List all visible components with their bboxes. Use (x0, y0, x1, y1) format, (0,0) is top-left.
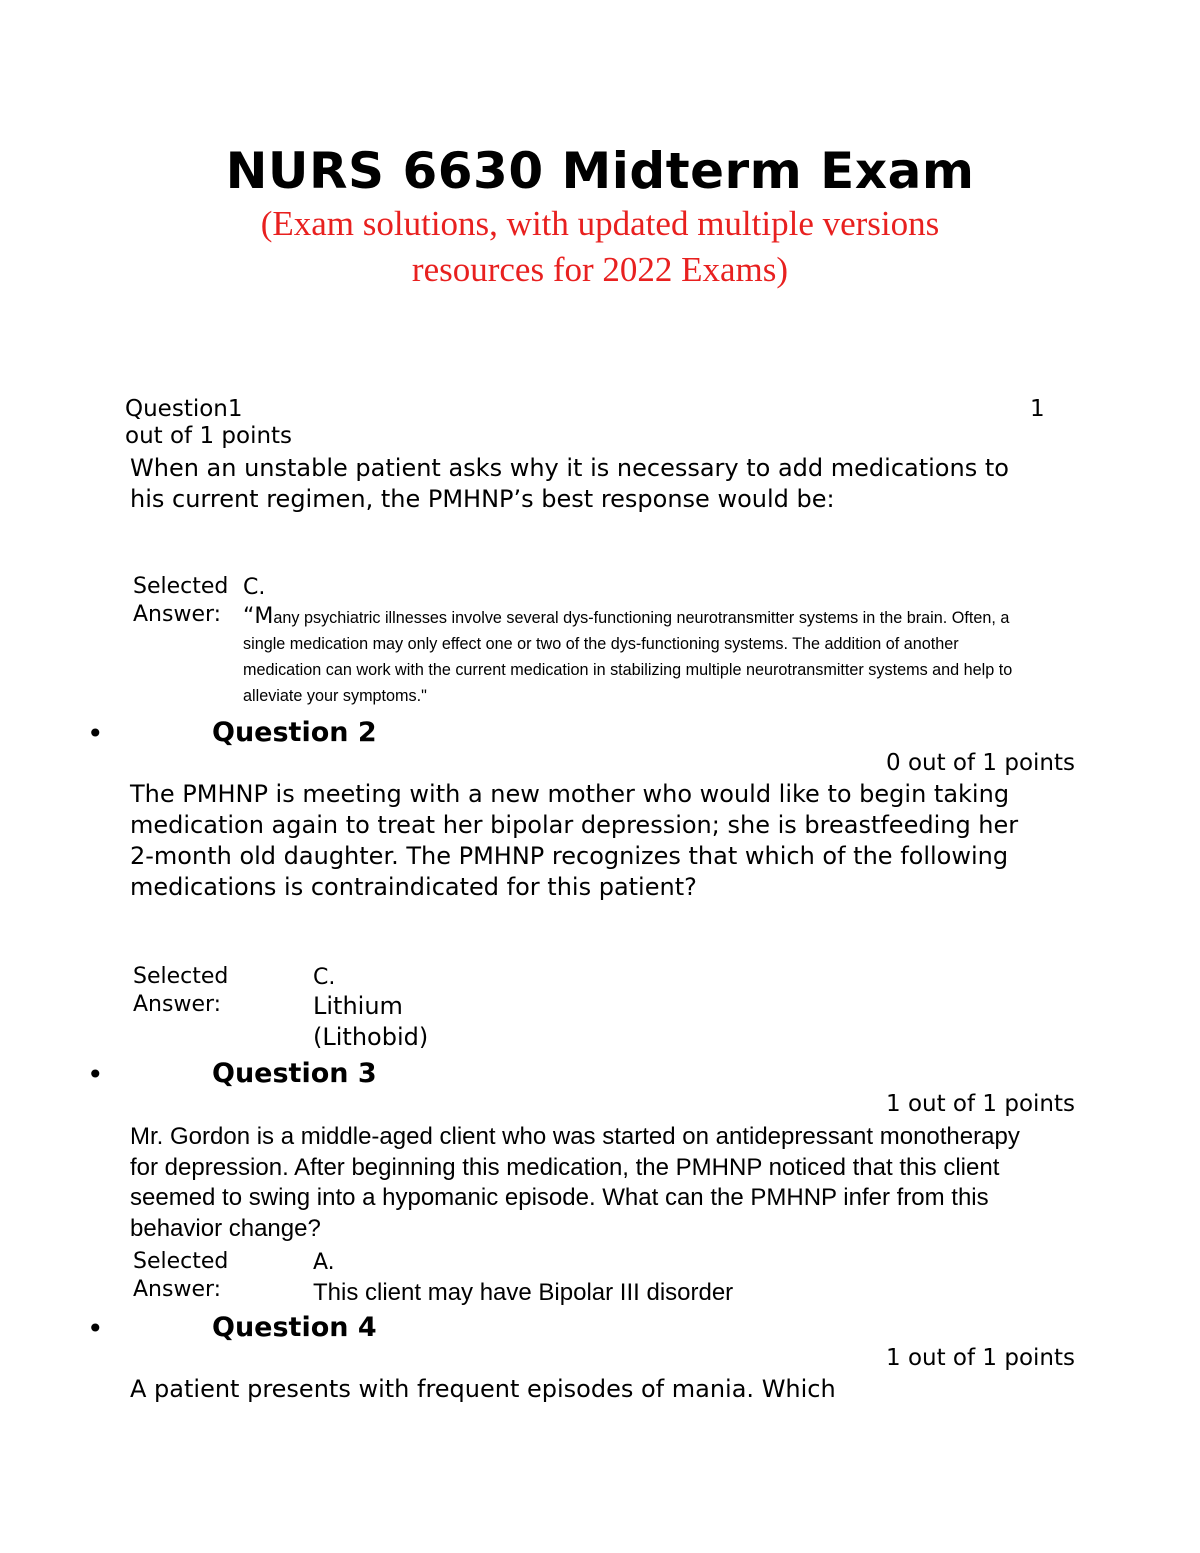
document-title: NURS 6630 Midterm Exam (225, 142, 975, 200)
document-subtitle-line-1: (Exam solutions, with updated multiple versions (260, 204, 940, 243)
question-3-stem: Mr. Gordon is a middle-aged client who was started on antidepressant monotherapy for depression. After beginning this medication, the PMHNP noticed that this client seemed to swing into a hypomanic episode. What can the PMHNP infer from this behavior change? (130, 1123, 1020, 1242)
question-2-stem: The PMHNP is meeting with a new mother who would like to begin taking medication again to treat her bipolar depression; she is breastfeeding her 2-month old daughter. The PMHNP recognizes that which of the following medications is contraindicated for this patient? (130, 780, 1019, 901)
question-2-answer-text: Lithium (Lithobid) (313, 992, 429, 1051)
question-2-label: Question 2 (212, 717, 377, 748)
question-1-answer-quote-open: “M (243, 604, 274, 629)
question-3-answer-text: This client may have Bipolar III disorder (313, 1279, 734, 1306)
question-2-answer-letter: C. (313, 965, 336, 990)
question-3-bullet: • (87, 1058, 104, 1091)
question-3-points: 1 out of 1 points (886, 1091, 1075, 1117)
question-1-label: Question1 (125, 396, 243, 422)
question-1-answer-letter: C. (243, 575, 266, 600)
question-4-points: 1 out of 1 points (886, 1345, 1075, 1371)
question-2-points: 0 out of 1 points (886, 750, 1075, 776)
question-3-selected-answer-label: Selected Answer: (133, 1249, 229, 1302)
question-1-answer (243, 604, 1033, 709)
question-1-points: out of 1 points (125, 423, 293, 449)
question-1-score: 1 (1030, 396, 1045, 422)
document-subtitle-line-2: resources for 2022 Exams) (411, 250, 789, 289)
question-1-answer-text: any psychiatric illnesses involve several dys-functioning neurotransmitter systems in the brain. Often, a single medication may only effect one or two of the dys-functioning systems. The addition of another medication can work with the current medication in stabilizing multiple neurotransmitter systems and help to alleviate your symptoms." (243, 609, 1013, 705)
question-4-label: Question 4 (212, 1312, 377, 1343)
question-4-bullet: • (87, 1312, 104, 1345)
question-1-stem: When an unstable patient asks why it is necessary to add medications to his current regimen, the PMHNP’s best response would be: (130, 454, 1009, 513)
question-3-answer-letter: A. (313, 1250, 335, 1275)
question-1-selected-answer-label: Selected Answer: (133, 574, 229, 627)
question-3-label: Question 3 (212, 1058, 377, 1089)
question-2-bullet: • (87, 717, 104, 750)
question-2-selected-answer-label: Selected Answer: (133, 964, 229, 1017)
question-4-stem: A patient presents with frequent episodes of mania. Which (130, 1375, 836, 1403)
